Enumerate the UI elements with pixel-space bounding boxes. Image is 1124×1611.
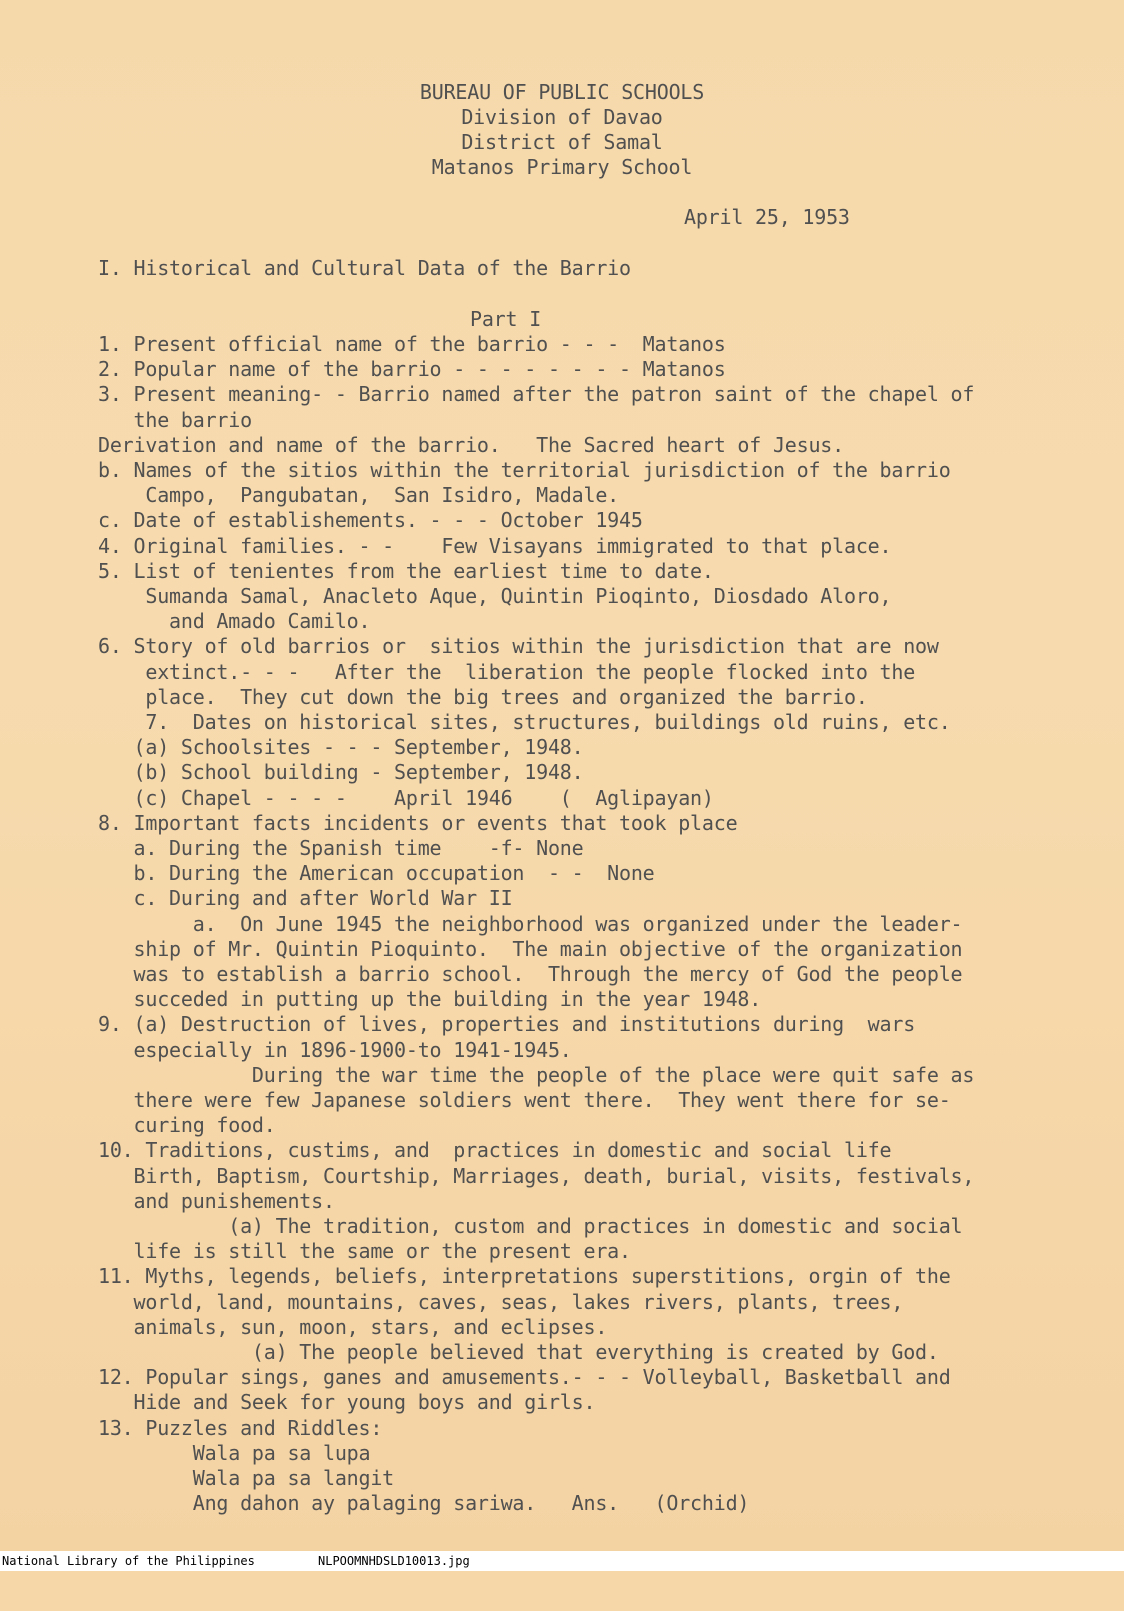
body-line: Birth, Baptism, Courtship, Marriages, death, burial, visits, festivals,: [98, 1164, 975, 1188]
body-line: 5. List of tenientes from the earliest time to date.: [98, 559, 714, 583]
body-line: 2. Popular name of the barrio - - - - - - - - Matanos: [98, 357, 726, 381]
body-line: 6. Story of old barrios or sitios within the jurisdiction that are now: [98, 634, 939, 658]
body-line: succeded in putting up the building in the year 1948.: [98, 987, 762, 1011]
body-line: a. During the Spanish time -f- None: [98, 836, 584, 860]
body-line: b. During the American occupation - - None: [98, 861, 655, 885]
body-line: animals, sun, moon, stars, and eclipses.: [98, 1315, 608, 1339]
body-line: especially in 1896-1900-to 1941-1945.: [98, 1038, 572, 1062]
body-line: c. During and after World War II: [98, 886, 513, 910]
body-line: extinct.- - - After the liberation the people flocked into the: [98, 660, 916, 684]
body-line: b. Names of the sitios within the territorial jurisdiction of the barrio: [98, 458, 951, 482]
body-line: 9. (a) Destruction of lives, properties and institutions during wars: [98, 1012, 916, 1036]
body-line: 12. Popular sings, ganes and amusements.- - - Volleyball, Basketball and: [98, 1365, 951, 1389]
footer-filename: NLPOOMNHDSLD10013.jpg: [318, 1554, 470, 1568]
body-line: was to establish a barrio school. Through the mercy of God the people: [98, 962, 963, 986]
body-line: ship of Mr. Quintin Pioquinto. The main objective of the organization: [98, 937, 963, 961]
body-line: 4. Original families. - - Few Visayans immigrated to that place.: [98, 534, 892, 558]
footer-bar: [0, 1551, 1124, 1571]
body-line: life is still the same or the present era.: [98, 1239, 631, 1263]
body-line: place. They cut down the big trees and organized the barrio.: [98, 685, 868, 709]
body-line: curing food.: [98, 1113, 276, 1137]
body-line: During the war time the people of the place were quit safe as: [98, 1063, 975, 1087]
body-line: 10. Traditions, custims, and practices in domestic and social life: [98, 1138, 892, 1162]
body-line: world, land, mountains, caves, seas, lakes rivers, plants, trees,: [98, 1290, 904, 1314]
body-line: Hide and Seek for young boys and girls.: [98, 1390, 596, 1414]
body-line: 7. Dates on historical sites, structures, buildings old ruins, etc.: [98, 710, 951, 734]
body-line: (a) The tradition, custom and practices in domestic and social: [98, 1214, 963, 1238]
body-line: Ang dahon ay palaging sariwa. Ans. (Orchid): [98, 1491, 750, 1515]
bureau-heading: BUREAU OF PUBLIC SCHOOLS: [419, 80, 705, 104]
body-line: 1. Present official name of the barrio - - - Matanos: [98, 332, 726, 356]
body-line: Sumanda Samal, Anacleto Aque, Quintin Pioqinto, Diosdado Aloro,: [98, 584, 892, 608]
part-title: Part I: [470, 307, 542, 331]
body-line: the barrio: [98, 408, 252, 432]
school-heading: Matanos Primary School: [431, 155, 693, 179]
body-line: a. On June 1945 the neighborhood was organized under the leader-: [98, 912, 963, 936]
body-line: Wala pa sa lupa: [98, 1441, 371, 1465]
body-line: (a) The people believed that everything is created by God.: [98, 1340, 939, 1364]
body-line: and Amado Camilo.: [98, 609, 371, 633]
footer-library: National Library of the Philippines: [2, 1554, 255, 1568]
body-line: (b) School building - September, 1948.: [98, 760, 584, 784]
body-line: 11. Myths, legends, beliefs, interpretations superstitions, orgin of the: [98, 1264, 951, 1288]
division-heading: Division of Davao: [461, 105, 663, 129]
body-line: there were few Japanese soldiers went there. They went there for se-: [98, 1088, 951, 1112]
body-line: Derivation and name of the barrio. The Sacred heart of Jesus.: [98, 433, 844, 457]
body-line: and punishements.: [98, 1189, 335, 1213]
body-line: 13. Puzzles and Riddles:: [98, 1416, 383, 1440]
body-line: 3. Present meaning- - Barrio named after the patron saint of the chapel of: [98, 382, 975, 406]
document-date: April 25, 1953: [684, 205, 850, 229]
district-heading: District of Samal: [461, 130, 663, 154]
body-line: 8. Important facts incidents or events that took place: [98, 811, 738, 835]
body-line: Campo, Pangubatan, San Isidro, Madale.: [98, 483, 620, 507]
section-title: I. Historical and Cultural Data of the Barrio: [98, 256, 631, 280]
body-line: c. Date of establishements. - - - October 1945: [98, 508, 643, 532]
body-line: (a) Schoolsites - - - September, 1948.: [98, 735, 584, 759]
body-line: Wala pa sa langit: [98, 1466, 395, 1490]
body-line: (c) Chapel - - - - April 1946 ( Aglipayan): [98, 786, 714, 810]
